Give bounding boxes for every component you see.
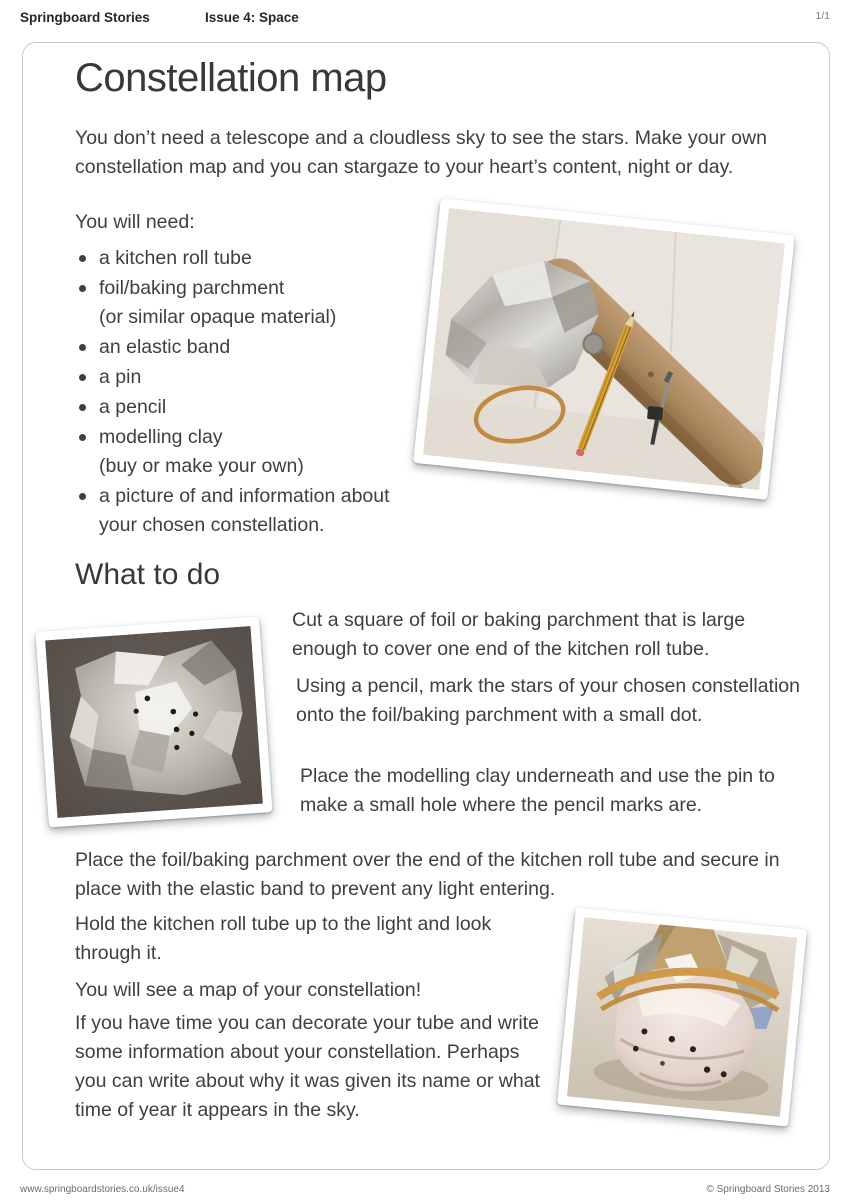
step-result: You will see a map of your constellation! bbox=[75, 979, 422, 1001]
materials-item bbox=[75, 423, 420, 481]
step-secure: Place the foil/baking parchment over the end of the kitchen roll tube and secure in place with the elastic band to prevent any light entering. bbox=[75, 849, 780, 900]
foil-photo-image bbox=[45, 626, 263, 818]
step-extend: If you have time you can decorate your tube and write some information about your constellation. Perhaps you can write about why it was given its name or what time of year it appears in the sky. bbox=[75, 1012, 540, 1121]
intro-paragraph: You don’t need a telescope and a cloudless sky to see the stars. Make your own constellation map and you can stargaze to your heart’s content, night or day. bbox=[75, 127, 767, 178]
materials-item-note: (or similar opaque material) bbox=[99, 306, 337, 328]
materials-item-text: a picture of and information about your chosen constellation. bbox=[99, 485, 390, 536]
footer-copyright: © Springboard Stories 2013 bbox=[706, 1184, 830, 1195]
page-title: Constellation map bbox=[75, 56, 387, 100]
materials-item bbox=[75, 393, 420, 422]
foil-photo bbox=[35, 616, 272, 827]
step-hold: Hold the kitchen roll tube up to the light and look through it. bbox=[75, 913, 492, 964]
materials-item-text: a kitchen roll tube bbox=[99, 247, 252, 269]
materials-photo-image bbox=[423, 208, 785, 490]
materials-photo bbox=[413, 198, 795, 500]
header-page-indicator: 1/1 bbox=[815, 10, 830, 22]
materials-item-text: an elastic band bbox=[99, 336, 231, 358]
finished-tube-photo-image bbox=[567, 917, 797, 1117]
materials-item bbox=[75, 363, 420, 392]
materials-item bbox=[75, 482, 420, 540]
you-will-need-label: You will need: bbox=[75, 211, 195, 233]
materials-item-text: foil/baking parchment bbox=[99, 277, 285, 299]
footer-url: www.springboardstories.co.uk/issue4 bbox=[20, 1184, 185, 1195]
step-cut: Cut a square of foil or baking parchment that is large enough to cover one end of the kitchen roll tube. bbox=[292, 609, 746, 660]
step-pierce: Place the modelling clay underneath and use the pin to make a small hole where the pencil marks are. bbox=[300, 765, 775, 816]
materials-item bbox=[75, 274, 420, 332]
materials-item-text: modelling clay bbox=[99, 426, 223, 448]
materials-item-note: (buy or make your own) bbox=[99, 455, 304, 477]
header-brand: Springboard Stories bbox=[20, 10, 150, 25]
materials-item bbox=[75, 333, 420, 362]
finished-tube-photo bbox=[557, 907, 807, 1126]
materials-item-text: a pencil bbox=[99, 396, 167, 418]
what-to-do-heading: What to do bbox=[75, 558, 221, 591]
materials-item-text: a pin bbox=[99, 366, 142, 388]
header-issue: Issue 4: Space bbox=[205, 10, 299, 25]
materials-item bbox=[75, 244, 420, 273]
step-mark: Using a pencil, mark the stars of your chosen constellation onto the foil/baking parchment with a small dot. bbox=[296, 675, 801, 726]
materials-list bbox=[75, 244, 420, 541]
